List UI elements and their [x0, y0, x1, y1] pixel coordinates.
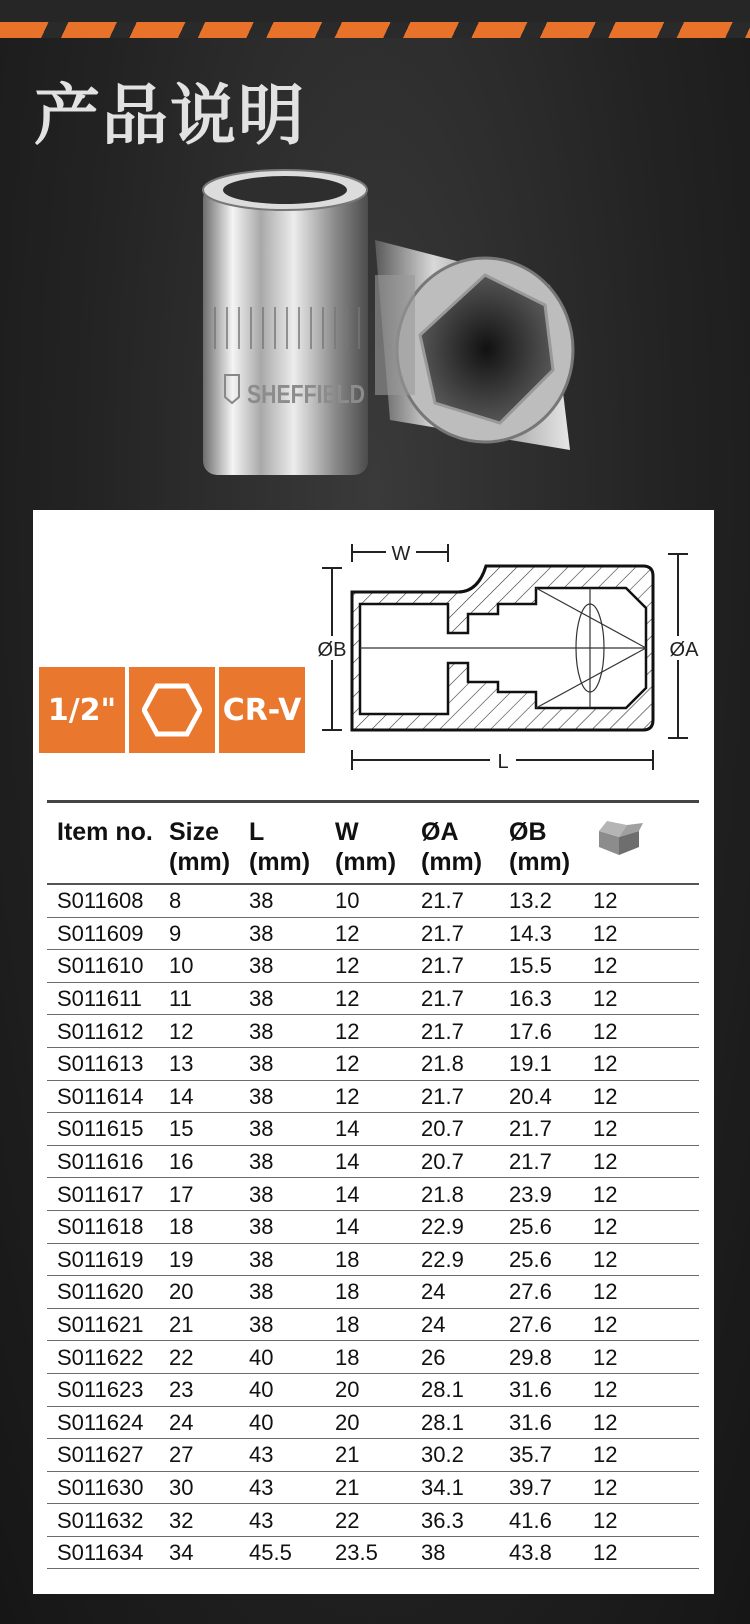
cell-width: 18: [335, 1341, 421, 1374]
hex-badge: [129, 667, 215, 753]
cell-package-qty: 12: [593, 1373, 699, 1406]
cell-package-qty: 12: [593, 1276, 699, 1309]
cell-item-no: S011632: [47, 1504, 169, 1537]
cell-size: 24: [169, 1406, 249, 1439]
cell-width: 18: [335, 1243, 421, 1276]
cell-diameter-b: 14.3: [509, 917, 593, 950]
cell-diameter-b: 29.8: [509, 1341, 593, 1374]
cell-length: 43: [249, 1439, 335, 1472]
cell-length: 40: [249, 1406, 335, 1439]
cell-diameter-b: 35.7: [509, 1439, 593, 1472]
cell-diameter-b: 43.8: [509, 1536, 593, 1569]
cell-item-no: S011616: [47, 1145, 169, 1178]
cell-package-qty: 12: [593, 1047, 699, 1080]
spec-table: [47, 800, 699, 1569]
cell-item-no: S011620: [47, 1276, 169, 1309]
cell-diameter-b: 39.7: [509, 1471, 593, 1504]
table-header-row: [47, 802, 699, 885]
spec-table-wrap: [47, 800, 699, 1569]
cell-item-no: S011624: [47, 1406, 169, 1439]
cell-diameter-b: 27.6: [509, 1308, 593, 1341]
cell-length: 38: [249, 1210, 335, 1243]
cell-diameter-a: 30.2: [421, 1439, 509, 1472]
table-row: [47, 1276, 699, 1309]
table-row: [47, 1080, 699, 1113]
cell-package-qty: 12: [593, 884, 699, 917]
table-row: [47, 950, 699, 983]
cell-length: 38: [249, 1113, 335, 1146]
cell-diameter-a: 36.3: [421, 1504, 509, 1537]
cell-diameter-b: 41.6: [509, 1504, 593, 1537]
cell-width: 10: [335, 884, 421, 917]
cell-package-qty: 12: [593, 1210, 699, 1243]
drive-size-badge: 1/2": [39, 667, 125, 753]
cell-diameter-b: 17.6: [509, 1015, 593, 1048]
cell-package-qty: 12: [593, 1504, 699, 1537]
cell-diameter-a: 21.7: [421, 884, 509, 917]
cell-size: 10: [169, 950, 249, 983]
cell-package-qty: 12: [593, 917, 699, 950]
cell-length: 40: [249, 1373, 335, 1406]
socket-dimension-diagram: [308, 538, 708, 783]
top-bar: [0, 0, 750, 22]
cell-package-qty: 12: [593, 1439, 699, 1472]
cell-size: 34: [169, 1536, 249, 1569]
cell-diameter-a: 22.9: [421, 1243, 509, 1276]
cell-size: 27: [169, 1439, 249, 1472]
cell-item-no: S011615: [47, 1113, 169, 1146]
table-row: [47, 1015, 699, 1048]
cell-diameter-a: 20.7: [421, 1113, 509, 1146]
cell-diameter-a: 20.7: [421, 1145, 509, 1178]
cell-diameter-b: 25.6: [509, 1210, 593, 1243]
cell-size: 16: [169, 1145, 249, 1178]
cell-width: 14: [335, 1113, 421, 1146]
table-row: [47, 1471, 699, 1504]
cell-diameter-b: 21.7: [509, 1113, 593, 1146]
table-row: [47, 884, 699, 917]
cell-length: 43: [249, 1471, 335, 1504]
table-row: [47, 1504, 699, 1537]
table-row: [47, 1439, 699, 1472]
table-row: [47, 1113, 699, 1146]
table-row: [47, 1341, 699, 1374]
cell-size: 9: [169, 917, 249, 950]
cell-size: 8: [169, 884, 249, 917]
cell-diameter-a: 28.1: [421, 1406, 509, 1439]
cell-diameter-b: 15.5: [509, 950, 593, 983]
cell-diameter-b: 20.4: [509, 1080, 593, 1113]
spec-sheet: [33, 510, 714, 1594]
cell-diameter-a: 26: [421, 1341, 509, 1374]
table-row: [47, 1308, 699, 1341]
cell-diameter-b: 31.6: [509, 1373, 593, 1406]
cell-package-qty: 12: [593, 1113, 699, 1146]
cell-length: 38: [249, 982, 335, 1015]
socket-product-photo: [195, 165, 615, 500]
cell-diameter-a: 21.7: [421, 1080, 509, 1113]
socket-front: [203, 170, 368, 475]
cell-length: 38: [249, 917, 335, 950]
header-item-no: Item no.: [47, 802, 169, 885]
cell-package-qty: 12: [593, 1471, 699, 1504]
brand-text: SHEFFIELD: [247, 379, 365, 409]
cell-item-no: S011609: [47, 917, 169, 950]
cell-package-qty: 12: [593, 1178, 699, 1211]
cell-item-no: S011618: [47, 1210, 169, 1243]
table-row: [47, 1406, 699, 1439]
cell-item-no: S011627: [47, 1439, 169, 1472]
cell-item-no: S011613: [47, 1047, 169, 1080]
svg-text:L: L: [497, 751, 509, 773]
cell-width: 12: [335, 950, 421, 983]
table-row: [47, 1210, 699, 1243]
cell-diameter-a: 21.8: [421, 1178, 509, 1211]
cell-diameter-a: 24: [421, 1308, 509, 1341]
cell-size: 30: [169, 1471, 249, 1504]
cell-package-qty: 12: [593, 1145, 699, 1178]
hexagon-icon: [142, 683, 202, 737]
table-row: [47, 917, 699, 950]
cell-package-qty: 12: [593, 982, 699, 1015]
cell-diameter-a: 28.1: [421, 1373, 509, 1406]
cell-size: 11: [169, 982, 249, 1015]
cell-width: 14: [335, 1210, 421, 1243]
cell-diameter-b: 21.7: [509, 1145, 593, 1178]
cell-package-qty: 12: [593, 950, 699, 983]
cell-length: 38: [249, 1276, 335, 1309]
cell-length: 45.5: [249, 1536, 335, 1569]
cell-length: 38: [249, 1145, 335, 1178]
cell-size: 17: [169, 1178, 249, 1211]
cell-diameter-a: 38: [421, 1536, 509, 1569]
cell-length: 38: [249, 884, 335, 917]
cell-size: 22: [169, 1341, 249, 1374]
table-row: [47, 1373, 699, 1406]
cell-item-no: S011611: [47, 982, 169, 1015]
cell-package-qty: 12: [593, 1406, 699, 1439]
header-diameter-a: ØA (mm): [421, 802, 509, 885]
header-size: Size (mm): [169, 802, 249, 885]
cell-item-no: S011614: [47, 1080, 169, 1113]
cell-diameter-a: 21.8: [421, 1047, 509, 1080]
cell-diameter-b: 25.6: [509, 1243, 593, 1276]
page-title: 产品说明: [34, 77, 306, 154]
cell-width: 21: [335, 1471, 421, 1504]
cell-width: 14: [335, 1178, 421, 1211]
cell-diameter-b: 31.6: [509, 1406, 593, 1439]
cell-diameter-b: 16.3: [509, 982, 593, 1015]
cell-length: 38: [249, 1243, 335, 1276]
header-package: [593, 802, 699, 885]
socket-back: [375, 240, 573, 450]
cell-diameter-a: 21.7: [421, 917, 509, 950]
cell-package-qty: 12: [593, 1015, 699, 1048]
cell-width: 18: [335, 1276, 421, 1309]
cell-length: 43: [249, 1504, 335, 1537]
header-diameter-b: ØB (mm): [509, 802, 593, 885]
svg-text:ØA: ØA: [669, 639, 699, 661]
cell-width: 23.5: [335, 1536, 421, 1569]
table-row: [47, 1145, 699, 1178]
cell-length: 38: [249, 1015, 335, 1048]
cell-diameter-a: 22.9: [421, 1210, 509, 1243]
svg-text:ØB: ØB: [317, 639, 347, 661]
cell-length: 40: [249, 1341, 335, 1374]
cell-size: 18: [169, 1210, 249, 1243]
cell-item-no: S011608: [47, 884, 169, 917]
cell-length: 38: [249, 1178, 335, 1211]
table-row: [47, 1178, 699, 1211]
material-badge: CR-V: [219, 667, 305, 753]
cell-size: 32: [169, 1504, 249, 1537]
cell-diameter-b: 27.6: [509, 1276, 593, 1309]
cell-width: 12: [335, 982, 421, 1015]
table-row: [47, 1047, 699, 1080]
cell-item-no: S011619: [47, 1243, 169, 1276]
cell-width: 20: [335, 1406, 421, 1439]
cell-item-no: S011623: [47, 1373, 169, 1406]
cell-size: 21: [169, 1308, 249, 1341]
header-length: L (mm): [249, 802, 335, 885]
cell-length: 38: [249, 1047, 335, 1080]
cell-length: 38: [249, 1308, 335, 1341]
cell-width: 12: [335, 1015, 421, 1048]
cell-width: 12: [335, 1047, 421, 1080]
cell-diameter-a: 21.7: [421, 982, 509, 1015]
cell-length: 38: [249, 950, 335, 983]
cell-diameter-b: 19.1: [509, 1047, 593, 1080]
cell-item-no: S011634: [47, 1536, 169, 1569]
cell-diameter-a: 34.1: [421, 1471, 509, 1504]
cell-size: 13: [169, 1047, 249, 1080]
cell-length: 38: [249, 1080, 335, 1113]
cell-size: 14: [169, 1080, 249, 1113]
cell-package-qty: 12: [593, 1308, 699, 1341]
cell-item-no: S011612: [47, 1015, 169, 1048]
cell-size: 15: [169, 1113, 249, 1146]
cell-size: 19: [169, 1243, 249, 1276]
cell-width: 18: [335, 1308, 421, 1341]
cell-package-qty: 12: [593, 1341, 699, 1374]
cell-size: 23: [169, 1373, 249, 1406]
table-row: [47, 1243, 699, 1276]
cell-item-no: S011617: [47, 1178, 169, 1211]
cell-diameter-b: 13.2: [509, 884, 593, 917]
cell-width: 14: [335, 1145, 421, 1178]
header-width: W (mm): [335, 802, 421, 885]
cell-diameter-a: 21.7: [421, 950, 509, 983]
cell-width: 20: [335, 1373, 421, 1406]
cell-width: 21: [335, 1439, 421, 1472]
cell-width: 12: [335, 1080, 421, 1113]
cell-item-no: S011621: [47, 1308, 169, 1341]
cell-package-qty: 12: [593, 1080, 699, 1113]
cell-size: 12: [169, 1015, 249, 1048]
cell-diameter-a: 21.7: [421, 1015, 509, 1048]
orange-stripe-divider: [0, 22, 750, 38]
svg-text:W: W: [391, 543, 411, 565]
cell-width: 22: [335, 1504, 421, 1537]
table-row: [47, 982, 699, 1015]
cell-item-no: S011622: [47, 1341, 169, 1374]
cell-width: 12: [335, 917, 421, 950]
cell-item-no: S011630: [47, 1471, 169, 1504]
box-icon: [593, 817, 645, 857]
cell-diameter-b: 23.9: [509, 1178, 593, 1211]
table-row: [47, 1536, 699, 1569]
cell-diameter-a: 24: [421, 1276, 509, 1309]
cell-size: 20: [169, 1276, 249, 1309]
cell-package-qty: 12: [593, 1536, 699, 1569]
cell-item-no: S011610: [47, 950, 169, 983]
spec-badges: [39, 667, 305, 753]
cell-package-qty: 12: [593, 1243, 699, 1276]
